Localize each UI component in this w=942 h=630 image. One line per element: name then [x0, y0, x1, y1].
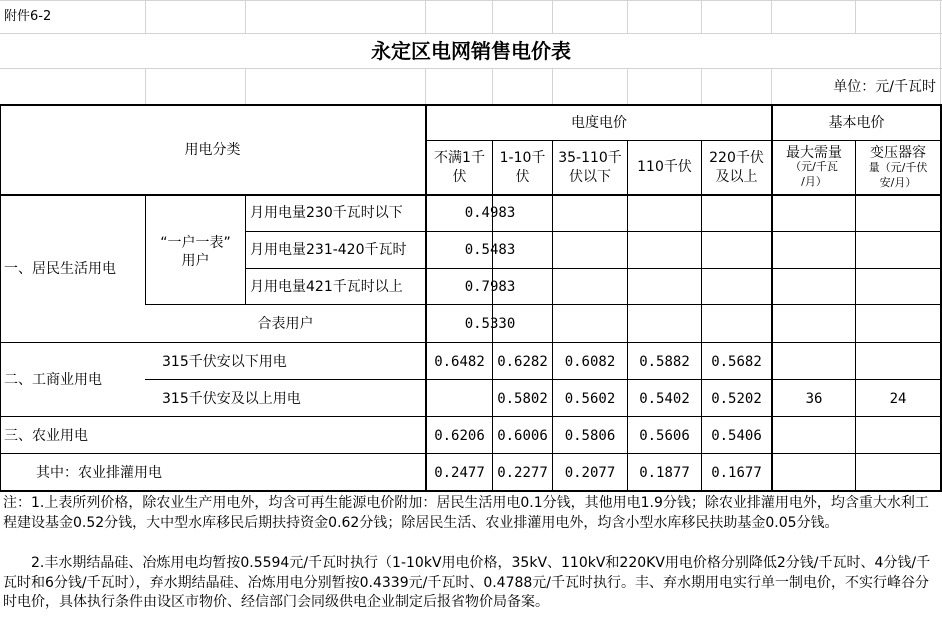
note-2: 2.丰水期结晶硅、冶炼用电均暂按0.5594元/千瓦时执行（1-10kV用电价格，35kV、110kV和220KV用电价格分别降低2分钱/千瓦时、4分钱/千瓦时和6分钱/千瓦时），弃水期结晶硅、冶炼用电分别暂按0.4339元/千瓦时、0.4788元/千瓦时执行。丰、弃水期用电实行单一制电价，不实行峰谷分时电价，具体执行条件由设区市物价、经信部门会同级供电企业制定后报省物价局备案。: [3, 555, 931, 610]
table-cell: 0.5606: [639, 428, 690, 444]
row-irrigation: 其中：农业排灌用电: [36, 465, 162, 481]
header-max-demand-line1: 最大需量: [786, 145, 842, 161]
table-cell: 0.6206: [434, 428, 485, 444]
table-cell: 0.1877: [639, 465, 690, 481]
header-220kv-line2: 及以上: [715, 169, 758, 185]
gridline: [552, 68, 553, 104]
industrial-above-315-label: 315千伏安及以上用电: [162, 391, 301, 407]
table-cell: 0.5202: [711, 391, 762, 407]
table-border: [0, 342, 942, 343]
table-border: [245, 268, 942, 269]
header-energy-price: 电度电价: [571, 115, 627, 131]
gridline: [0, 33, 942, 34]
gridline: [245, 68, 246, 104]
table-cell: 0.2077: [564, 465, 616, 481]
attachment-label: 附件6-2: [4, 9, 52, 24]
header-1-10kv-line1: 1-10千: [499, 150, 546, 166]
table-border: [0, 416, 942, 417]
gridline: [771, 0, 772, 34]
table-cell: 0.5406: [711, 428, 762, 444]
shared-meter-price: 0.5330: [464, 316, 516, 332]
page-title: 永定区电网销售电价表: [371, 39, 571, 63]
gridline: [552, 0, 553, 34]
shared-meter-label: 合表用户: [257, 316, 314, 332]
table-border: [855, 140, 856, 491]
industrial-below-315-label: 315千伏安以下用电: [162, 354, 287, 370]
table-cell: 0.5402: [639, 391, 690, 407]
tier1-price: 0.4983: [464, 205, 516, 221]
table-cell: 0.5806: [564, 428, 616, 444]
gridline: [701, 68, 702, 104]
header-basic-price: 基本电价: [828, 115, 885, 131]
gridline: [627, 68, 628, 104]
table-border: [0, 194, 942, 196]
tier2-price: 0.5483: [464, 242, 516, 258]
table-border: [145, 379, 942, 380]
table-border: [0, 104, 1, 491]
gridline: [855, 0, 856, 34]
table-cell: 0.5602: [564, 391, 616, 407]
header-lt1kv-line1: 不满1千: [434, 150, 485, 166]
header-max-demand-line2: （元/千瓦: [790, 160, 838, 173]
tier3-label: 月用电量421千瓦时以上: [250, 279, 403, 295]
table-cell: 0.1677: [711, 465, 762, 481]
max-demand-price: 36: [805, 391, 823, 407]
header-category: 用电分类: [184, 142, 241, 158]
table-cell: 0.2277: [497, 465, 548, 481]
tier1-label: 月用电量230千瓦时以下: [250, 205, 403, 221]
gridline: [0, 0, 942, 1]
tier2-label: 月用电量231-420千瓦时: [250, 242, 407, 258]
gridline: [145, 68, 146, 104]
one-household-label-line2: 用户: [181, 253, 210, 269]
header-35-110kv-line1: 35-110千: [558, 150, 622, 166]
transformer-capacity-price: 24: [889, 391, 907, 407]
header-max-demand-line3: /月）: [801, 175, 827, 188]
gridline: [145, 0, 146, 34]
note-1: 注：1.上表所列价格，除农业生产用电外，均含可再生能源电价附加：居民生活用电0.1分钱，其他用电1.9分钱；除农业排灌用电外，均含重大水利工程建设基金0.52分钱，大中型水库移民后期扶持资金0.62分钱；除居民生活、农业排灌用电外，均含小型水库移民扶助基金0.05分钱。: [3, 495, 929, 531]
table-border: [0, 490, 942, 492]
gridline: [492, 0, 493, 34]
gridline: [771, 68, 772, 104]
table-border: [145, 304, 942, 305]
table-cell: 0.6282: [497, 354, 548, 370]
header-35-110kv-line2: 伏以下: [569, 169, 611, 185]
gridline: [245, 0, 246, 34]
header-lt1kv-line2: 伏: [452, 169, 467, 185]
table-cell: 0.6006: [497, 428, 548, 444]
header-220kv-line1: 220千伏: [709, 150, 764, 166]
table-border: [0, 453, 942, 454]
table-border: [0, 104, 942, 106]
unit-label: 单位：元/千瓦时: [833, 79, 936, 95]
table-border: [245, 231, 942, 232]
header-1-10kv-line2: 伏: [515, 169, 530, 185]
row-industrial: 二、工商业用电: [4, 372, 102, 388]
row-residential: 一、居民生活用电: [4, 261, 116, 277]
row-agriculture: 三、农业用电: [4, 428, 88, 444]
table-cell: 0.6482: [434, 354, 485, 370]
table-border: [425, 140, 942, 141]
table-cell: 0.5802: [497, 391, 548, 407]
table-cell: 0.5682: [711, 354, 762, 370]
gridline: [701, 0, 702, 34]
header-110kv: 110千伏: [637, 159, 692, 175]
table-border: [245, 195, 246, 305]
table-cell: 0.2477: [434, 465, 485, 481]
table-cell: 0.5882: [639, 354, 690, 370]
table-cell: 0.6082: [564, 354, 616, 370]
gridline: [0, 68, 942, 69]
header-transformer-line2: 量（元/千伏: [868, 161, 928, 174]
gridline: [627, 0, 628, 34]
header-transformer-line3: 安/月）: [879, 176, 917, 189]
gridline: [492, 68, 493, 104]
tier3-price: 0.7983: [464, 279, 516, 295]
gridline: [425, 0, 426, 34]
header-transformer-line1: 变压器容: [870, 145, 926, 161]
one-household-label-line1: “一户一表”: [160, 235, 231, 251]
gridline: [425, 68, 426, 104]
